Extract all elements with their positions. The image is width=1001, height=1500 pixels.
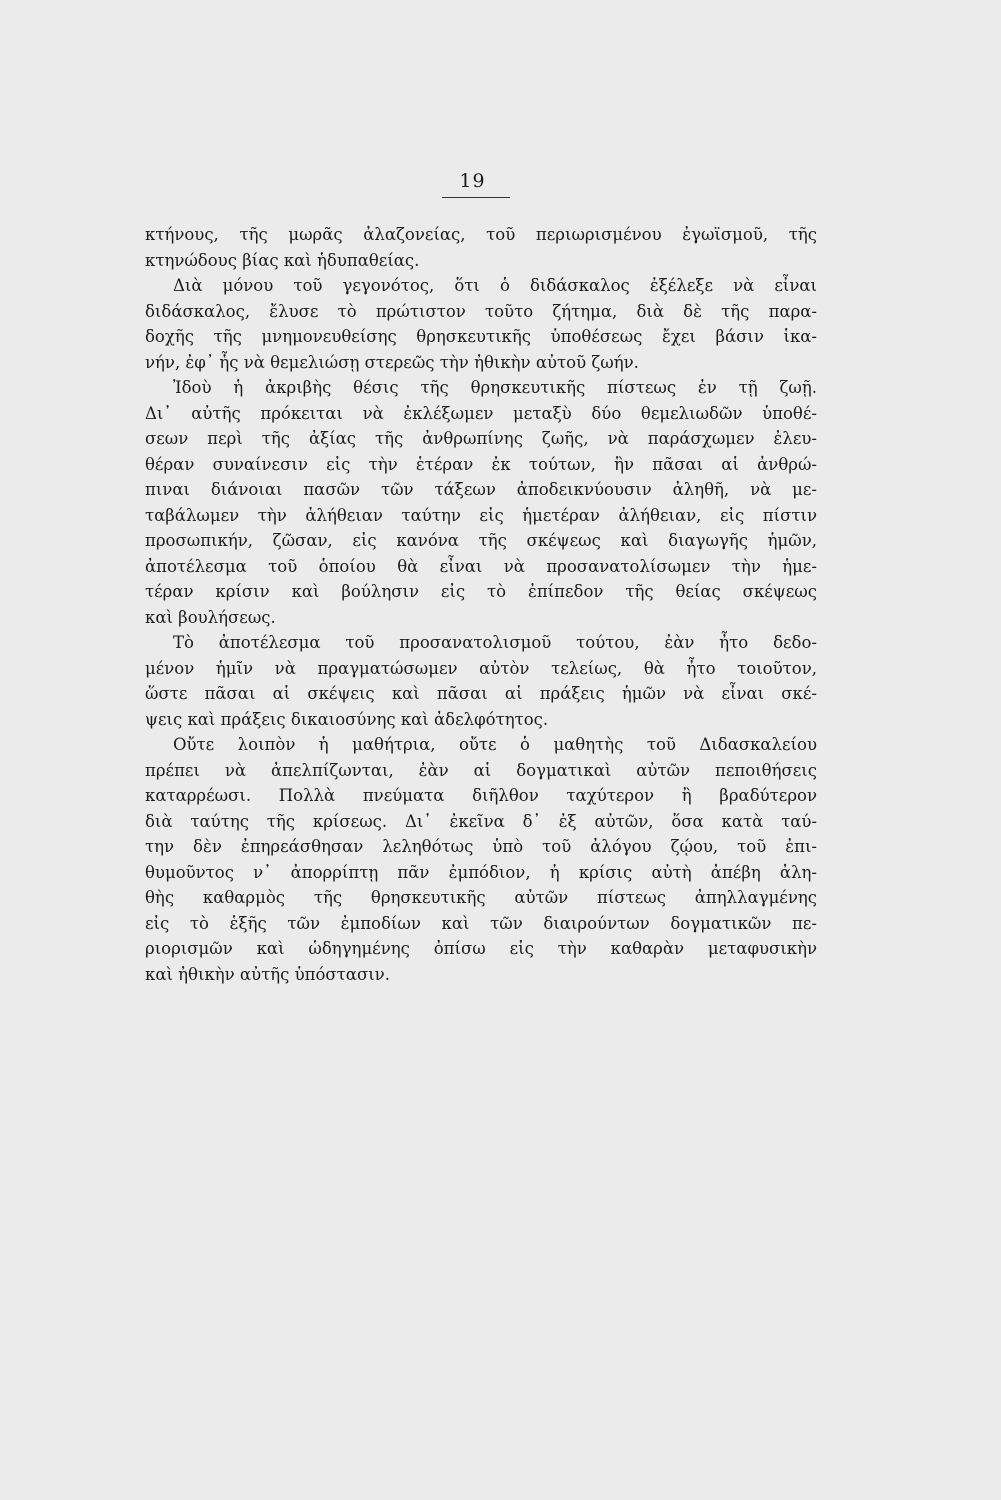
text-line: την δὲν ἐπηρεάσθησαν λεληθότως ὑπὸ τοῦ ἀλόγου ζῴου, τοῦ ἐπι- <box>145 837 817 856</box>
text-line: Διὰ μόνου τοῦ γεγονότος, ὅτι ὁ διδάσκαλος ἐξέλεξε νὰ εἶναι <box>173 276 817 295</box>
text-line: καὶ ἠθικὴν αὐτῆς ὑπόστασιν. <box>145 964 390 984</box>
paragraph <box>145 732 817 987</box>
text-line: Οὔτε λοιπὸν ἡ μαθήτρια, οὔτε ὁ μαθητὴς τοῦ Διδασκαλείου <box>173 735 817 754</box>
text-line: σεων περὶ τῆς ἀξίας τῆς ἀνθρωπίνης ζωῆς, νὰ παράσχωμεν ἐλευ- <box>145 429 817 448</box>
paragraph <box>145 375 817 401</box>
text-line: θέραν συναίνεσιν εἰς τὴν ἑτέραν ἐκ τούτων, ἣν πᾶσαι αἱ ἀνθρώ- <box>145 454 817 474</box>
text-line: ταβάλωμεν τὴν ἀλήθειαν ταύτην εἰς ἡμετέραν ἀλήθειαν, εἰς πίστιν <box>145 505 817 525</box>
text-line: ριορισμῶν καὶ ὡδηγημένης ὀπίσω εἰς τὴν καθαρὰν μεταφυσικὴν <box>145 939 817 958</box>
text-line: κτήνους, τῆς μωρᾶς ἀλαζονείας, τοῦ περιωρισμένου ἐγωϊσμοῦ, τῆς <box>145 225 817 244</box>
paragraph <box>145 273 817 375</box>
text-line: νήν, ἐφ᾽ ἧς νὰ θεμελιώσῃ στερεῶς τὴν ἠθικὴν αὐτοῦ ζωήν. <box>145 352 639 372</box>
text-line: διδάσκαλος, ἔλυσε τὸ πρώτιστον τοῦτο ζήτημα, διὰ δὲ τῆς παρα- <box>145 301 817 321</box>
text-line: θυμοῦντος ν᾽ ἀπορρίπτῃ πᾶν ἐμπόδιον, ἡ κρίσις αὐτὴ ἀπέβη ἀλη- <box>145 862 817 882</box>
body-text <box>145 222 817 987</box>
text-line: Τὸ ἀποτέλεσμα τοῦ προσανατολισμοῦ τούτου, ἐὰν ἦτο δεδο- <box>173 633 817 652</box>
paragraph <box>145 401 817 631</box>
text-line: μένον ἡμῖν νὰ πραγματώσωμεν αὐτὸν τελείως, θὰ ἦτο τοιοῦτον, <box>145 658 817 678</box>
text-line: θὴς καθαρμὸς τῆς θρησκευτικῆς αὐτῶν πίστεως ἀπηλλαγμένης <box>145 888 817 907</box>
text-line: εἰς τὸ ἑξῆς τῶν ἐμποδίων καὶ τῶν διαιρούντων δογματικῶν πε- <box>145 913 817 933</box>
text-line: διὰ ταύτης τῆς κρίσεως. Δι᾽ ἐκεῖνα δ᾽ ἐξ αὐτῶν, ὅσα κατὰ ταύ- <box>145 811 817 831</box>
text-line: καταρρέωσι. Πολλὰ πνεύματα διῆλθον ταχύτερον ἢ βραδύτερον <box>145 786 817 805</box>
text-line: δοχῆς τῆς μνημονευθείσης θρησκευτικῆς ὑποθέσεως ἔχει βάσιν ἱκα- <box>145 327 817 346</box>
text-line: καὶ βουλήσεως. <box>145 607 276 627</box>
page-number: 19 <box>459 170 486 192</box>
text-line: κτηνώδους βίας καὶ ἡδυπαθείας. <box>145 250 420 270</box>
text-line: πιναι διάνοιαι πασῶν τῶν τάξεων ἀποδεικνύουσιν ἀληθῆ, νὰ με- <box>145 480 817 499</box>
text-line: ψεις καὶ πράξεις δικαιοσύνης καὶ ἀδελφότητος. <box>145 709 549 729</box>
paragraph <box>145 222 817 273</box>
text-line: ἀποτέλεσμα τοῦ ὁποίου θὰ εἶναι νὰ προσανατολίσωμεν τὴν ἡμε- <box>145 556 817 576</box>
text-line: προσωπικήν, ζῶσαν, εἰς κανόνα τῆς σκέψεως καὶ διαγωγῆς ἡμῶν, <box>145 531 817 550</box>
text-line: Ἰδοὺ ἡ ἀκριβὴς θέσις τῆς θρησκευτικῆς πίστεως ἐν τῇ ζωῇ. <box>173 378 817 397</box>
paragraph <box>145 630 817 732</box>
text-line: ὥστε πᾶσαι αἱ σκέψεις καὶ πᾶσαι αἱ πράξεις ἡμῶν νὰ εἶναι σκέ- <box>145 684 817 703</box>
text-line: τέραν κρίσιν καὶ βούλησιν εἰς τὸ ἐπίπεδον τῆς θείας σκέψεως <box>145 582 817 601</box>
text-line: πρέπει νὰ ἀπελπίζωνται, ἐὰν αἱ δογματικαὶ αὐτῶν πεποιθήσεις <box>145 760 817 780</box>
header-rule <box>442 197 510 198</box>
text-line: Δι᾽ αὐτῆς πρόκειται νὰ ἐκλέξωμεν μεταξὺ δύο θεμελιωδῶν ὑποθέ- <box>145 403 817 423</box>
